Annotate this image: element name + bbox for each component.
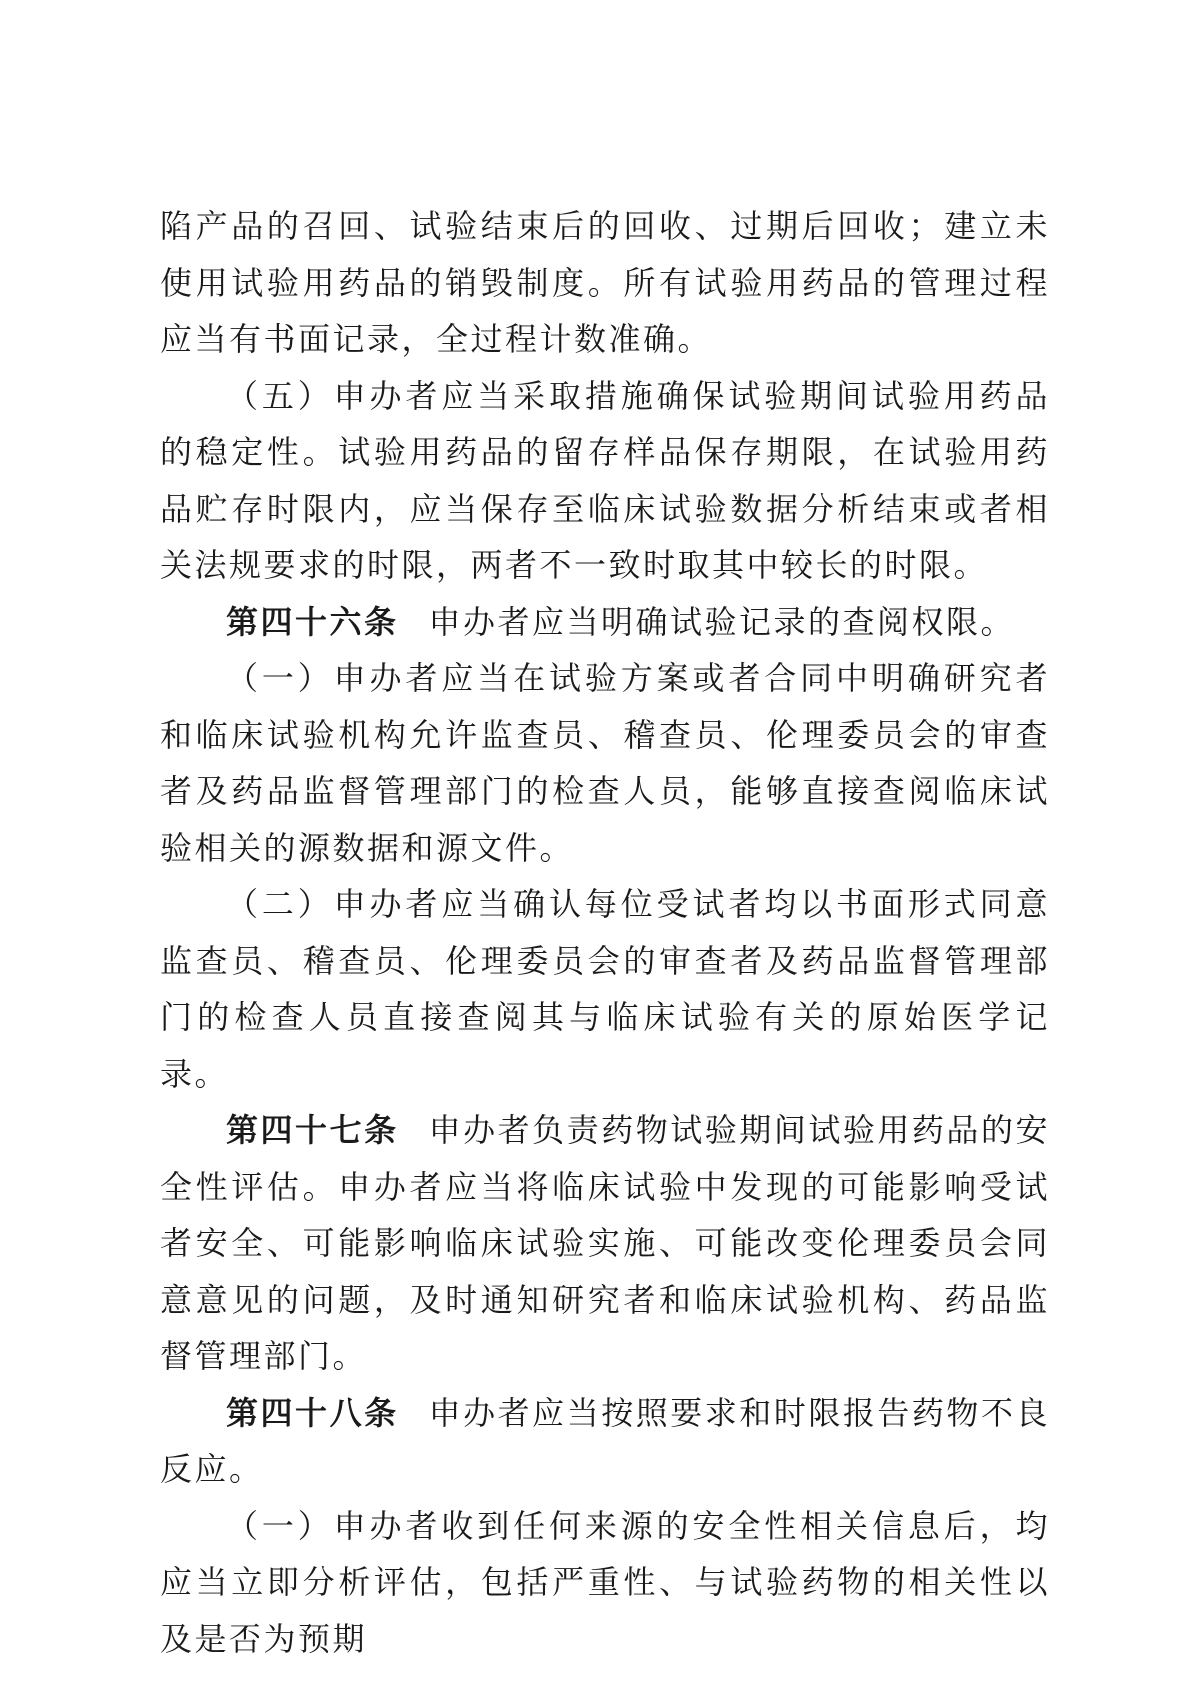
paragraph-text: （一）申办者收到任何来源的安全性相关信息后，均应当立即分析评估，包括严重性、与试验药物的相关性以及是否为预期 — [160, 1506, 1050, 1658]
paragraph-item-1 — [160, 650, 1050, 876]
paragraph-text: 申办者负责药物试验期间试验用药品的安全性评估。申办者应当将临床试验中发现的可能影响受试者安全、可能影响临床试验实施、可能改变伦理委员会同意意见的问题，及时通知研究者和临床试验机构、药品监督管理部门。 — [160, 1111, 1050, 1375]
paragraph-text: 陷产品的召回、试验结束后的回收、过期后回收；建立未使用试验用药品的销毁制度。所有试验用药品的管理过程应当有书面记录，全过程计数准确。 — [160, 207, 1050, 358]
paragraph-text: （一）申办者应当在试验方案或者合同中明确研究者和临床试验机构允许监查员、稽查员、伦理委员会的审查者及药品监督管理部门的检查人员，能够直接查阅临床试验相关的源数据和源文件。 — [160, 659, 1050, 867]
paragraph-item-2 — [160, 876, 1050, 1102]
paragraph-text: （二）申办者应当确认每位受试者均以书面形式同意监查员、稽查员、伦理委员会的审查者及药品监督管理部门的检查人员直接查阅其与临床试验有关的原始医学记录。 — [160, 885, 1050, 1093]
article-title: 第四十六条 — [226, 602, 399, 641]
article-title: 第四十八条 — [226, 1393, 399, 1432]
paragraph-text: 申办者应当按照要求和时限报告药物不良反应。 — [160, 1393, 1050, 1488]
paragraph-item-5 — [160, 368, 1050, 594]
document-page — [160, 198, 1050, 1667]
article-47 — [160, 1102, 1050, 1385]
article-48 — [160, 1385, 1050, 1498]
paragraph-text: 申办者应当明确试验记录的查阅权限。 — [428, 602, 1016, 641]
article-46 — [160, 594, 1050, 651]
paragraph-item-1b — [160, 1498, 1050, 1668]
paragraph-continuation — [160, 198, 1050, 368]
article-title: 第四十七条 — [226, 1111, 399, 1149]
paragraph-text: （五）申办者应当采取措施确保试验期间试验用药品的稳定性。试验用药品的留存样品保存期限，在试验用药品贮存时限内，应当保存至临床试验数据分析结束或者相关法规要求的时限，两者不一致时取其中较长的时限。 — [160, 376, 1050, 584]
